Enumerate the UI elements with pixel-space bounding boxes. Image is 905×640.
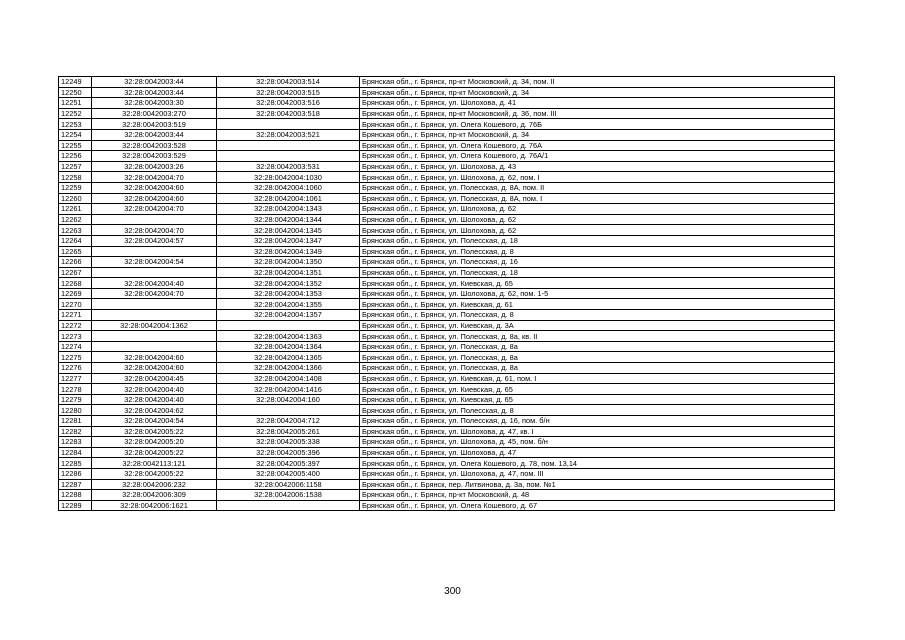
object-cadastral-cell: 32:28:0042003:514 xyxy=(217,77,360,88)
address-cell: Брянская обл., г. Брянск, ул. Полесская, д. 8а, кв. II xyxy=(360,331,835,342)
object-cadastral-cell: 32:28:0042004:1344 xyxy=(217,214,360,225)
parcel-cadastral-cell: 32:28:0042004:60 xyxy=(92,352,217,363)
parcel-cadastral-cell: 32:28:0042003:44 xyxy=(92,77,217,88)
row-number-cell: 12277 xyxy=(59,373,92,384)
object-cadastral-cell: 32:28:0042004:1345 xyxy=(217,225,360,236)
row-number-cell: 12283 xyxy=(59,437,92,448)
parcel-cadastral-cell: 32:28:0042004:70 xyxy=(92,204,217,215)
table-row xyxy=(59,405,835,416)
parcel-cadastral-cell: 32:28:0042004:1362 xyxy=(92,320,217,331)
object-cadastral-cell: 32:28:0042004:712 xyxy=(217,416,360,427)
table-row xyxy=(59,447,835,458)
parcel-cadastral-cell: 32:28:0042003:528 xyxy=(92,140,217,151)
address-cell: Брянская обл., г. Брянск, ул. Полесская, д. 18 xyxy=(360,267,835,278)
row-number-cell: 12273 xyxy=(59,331,92,342)
row-number-cell: 12281 xyxy=(59,416,92,427)
table-row xyxy=(59,299,835,310)
object-cadastral-cell: 32:28:0042004:1352 xyxy=(217,278,360,289)
row-number-cell: 12287 xyxy=(59,479,92,490)
address-cell: Брянская обл., г. Брянск, ул. Полесская, д. 8а xyxy=(360,352,835,363)
address-cell: Брянская обл., г. Брянск, ул. Полесская, д. 8А, пом. I xyxy=(360,193,835,204)
object-cadastral-cell: 32:28:0042003:518 xyxy=(217,108,360,119)
object-cadastral-cell: 32:28:0042005:400 xyxy=(217,468,360,479)
table-row xyxy=(59,98,835,109)
row-number-cell: 12282 xyxy=(59,426,92,437)
object-cadastral-cell: 32:28:0042005:397 xyxy=(217,458,360,469)
object-cadastral-cell: 32:28:0042004:1061 xyxy=(217,193,360,204)
address-cell: Брянская обл., г. Брянск, ул. Шолохова, д. 41 xyxy=(360,98,835,109)
address-cell: Брянская обл., г. Брянск, ул. Киевская, д. 61 xyxy=(360,299,835,310)
parcel-cadastral-cell xyxy=(92,310,217,321)
object-cadastral-cell xyxy=(217,500,360,511)
table-row xyxy=(59,394,835,405)
table-row xyxy=(59,193,835,204)
row-number-cell: 12269 xyxy=(59,288,92,299)
parcel-cadastral-cell: 32:28:0042004:54 xyxy=(92,257,217,268)
object-cadastral-cell: 32:28:0042003:515 xyxy=(217,87,360,98)
table-row xyxy=(59,182,835,193)
row-number-cell: 12263 xyxy=(59,225,92,236)
row-number-cell: 12256 xyxy=(59,151,92,162)
row-number-cell: 12252 xyxy=(59,108,92,119)
table-row xyxy=(59,288,835,299)
parcel-cadastral-cell xyxy=(92,267,217,278)
row-number-cell: 12289 xyxy=(59,500,92,511)
object-cadastral-cell: 32:28:0042004:160 xyxy=(217,394,360,405)
object-cadastral-cell: 32:28:0042004:1416 xyxy=(217,384,360,395)
row-number-cell: 12272 xyxy=(59,320,92,331)
object-cadastral-cell: 32:28:0042006:1158 xyxy=(217,479,360,490)
address-cell: Брянская обл., г. Брянск, ул. Полесская, д. 8 xyxy=(360,405,835,416)
table-row xyxy=(59,278,835,289)
address-cell: Брянская обл., г. Брянск, ул. Полесская, д. 16 xyxy=(360,257,835,268)
parcel-cadastral-cell: 32:28:0042003:30 xyxy=(92,98,217,109)
address-cell: Брянская обл., г. Брянск, ул. Олега Кошевого, д. 78, пом. 13,14 xyxy=(360,458,835,469)
parcel-cadastral-cell: 32:28:0042003:44 xyxy=(92,129,217,140)
address-cell: Брянская обл., г. Брянск, ул. Шолохова, д. 43 xyxy=(360,161,835,172)
row-number-cell: 12255 xyxy=(59,140,92,151)
row-number-cell: 12268 xyxy=(59,278,92,289)
row-number-cell: 12275 xyxy=(59,352,92,363)
row-number-cell: 12253 xyxy=(59,119,92,130)
table-row xyxy=(59,267,835,278)
address-cell: Брянская обл., г. Брянск, ул. Полесская, д. 8 xyxy=(360,310,835,321)
parcel-cadastral-cell: 32:28:0042113:121 xyxy=(92,458,217,469)
address-cell: Брянская обл., г. Брянск, ул. Полесская, д. 8а xyxy=(360,363,835,374)
object-cadastral-cell: 32:28:0042006:1538 xyxy=(217,490,360,501)
table-row xyxy=(59,363,835,374)
address-cell: Брянская обл., г. Брянск, пр-кт Московский, д. 36, пом. III xyxy=(360,108,835,119)
row-number-cell: 12262 xyxy=(59,214,92,225)
object-cadastral-cell: 32:28:0042004:1355 xyxy=(217,299,360,310)
parcel-cadastral-cell: 32:28:0042005:20 xyxy=(92,437,217,448)
address-cell: Брянская обл., г. Брянск, ул. Олега Кошевого, д. 76А/1 xyxy=(360,151,835,162)
object-cadastral-cell: 32:28:0042004:1353 xyxy=(217,288,360,299)
address-cell: Брянская обл., г. Брянск, ул. Полесская, д. 8а xyxy=(360,341,835,352)
table-row xyxy=(59,214,835,225)
parcel-cadastral-cell: 32:28:0042005:22 xyxy=(92,447,217,458)
address-cell: Брянская обл., г. Брянск, пр-кт Московский, д. 34 xyxy=(360,129,835,140)
address-cell: Брянская обл., г. Брянск, ул. Олега Кошевого, д. 76А xyxy=(360,140,835,151)
address-cell: Брянская обл., г. Брянск, ул. Полесская, д. 16, пом. б/н xyxy=(360,416,835,427)
row-number-cell: 12270 xyxy=(59,299,92,310)
parcel-cadastral-cell: 32:28:0042004:70 xyxy=(92,172,217,183)
table-row xyxy=(59,468,835,479)
parcel-cadastral-cell: 32:28:0042003:529 xyxy=(92,151,217,162)
row-number-cell: 12259 xyxy=(59,182,92,193)
parcel-cadastral-cell: 32:28:0042004:62 xyxy=(92,405,217,416)
table-row xyxy=(59,310,835,321)
page-number: 300 xyxy=(444,586,461,597)
table-row xyxy=(59,331,835,342)
table-row xyxy=(59,77,835,88)
parcel-cadastral-cell: 32:28:0042003:519 xyxy=(92,119,217,130)
row-number-cell: 12288 xyxy=(59,490,92,501)
parcel-cadastral-cell xyxy=(92,299,217,310)
parcel-cadastral-cell: 32:28:0042005:22 xyxy=(92,468,217,479)
object-cadastral-cell: 32:28:0042004:1365 xyxy=(217,352,360,363)
row-number-cell: 12274 xyxy=(59,341,92,352)
object-cadastral-cell: 32:28:0042003:516 xyxy=(217,98,360,109)
address-cell: Брянская обл., г. Брянск, ул. Шолохова, д. 47 xyxy=(360,447,835,458)
table-row xyxy=(59,352,835,363)
object-cadastral-cell: 32:28:0042004:1364 xyxy=(217,341,360,352)
object-cadastral-cell: 32:28:0042003:521 xyxy=(217,129,360,140)
row-number-cell: 12284 xyxy=(59,447,92,458)
address-cell: Брянская обл., г. Брянск, пр-кт Московский, д. 34 xyxy=(360,87,835,98)
object-cadastral-cell xyxy=(217,140,360,151)
table-row xyxy=(59,140,835,151)
object-cadastral-cell: 32:28:0042004:1030 xyxy=(217,172,360,183)
table-row xyxy=(59,500,835,511)
parcel-cadastral-cell: 32:28:0042004:70 xyxy=(92,225,217,236)
table-row xyxy=(59,490,835,501)
parcel-cadastral-cell: 32:28:0042004:54 xyxy=(92,416,217,427)
row-number-cell: 12261 xyxy=(59,204,92,215)
row-number-cell: 12250 xyxy=(59,87,92,98)
address-cell: Брянская обл., г. Брянск, ул. Шолохова, д. 47, кв. I xyxy=(360,426,835,437)
object-cadastral-cell: 32:28:0042004:1343 xyxy=(217,204,360,215)
parcel-cadastral-cell xyxy=(92,341,217,352)
object-cadastral-cell: 32:28:0042004:1060 xyxy=(217,182,360,193)
row-number-cell: 12260 xyxy=(59,193,92,204)
address-cell: Брянская обл., г. Брянск, ул. Олега Кошевого, д. 76Б xyxy=(360,119,835,130)
registry-table xyxy=(58,76,835,511)
address-cell: Брянская обл., г. Брянск, ул. Полесская, д. 18 xyxy=(360,235,835,246)
row-number-cell: 12285 xyxy=(59,458,92,469)
table-row xyxy=(59,225,835,236)
address-cell: Брянская обл., г. Брянск, ул. Киевская, д. 3А xyxy=(360,320,835,331)
parcel-cadastral-cell: 32:28:0042003:44 xyxy=(92,87,217,98)
parcel-cadastral-cell: 32:28:0042004:60 xyxy=(92,182,217,193)
row-number-cell: 12265 xyxy=(59,246,92,257)
row-number-cell: 12266 xyxy=(59,257,92,268)
object-cadastral-cell: 32:28:0042004:1366 xyxy=(217,363,360,374)
table-row xyxy=(59,373,835,384)
table-row xyxy=(59,235,835,246)
row-number-cell: 12257 xyxy=(59,161,92,172)
address-cell: Брянская обл., г. Брянск, ул. Киевская, д. 65 xyxy=(360,278,835,289)
parcel-cadastral-cell: 32:28:0042004:40 xyxy=(92,278,217,289)
parcel-cadastral-cell xyxy=(92,246,217,257)
parcel-cadastral-cell: 32:28:0042004:60 xyxy=(92,193,217,204)
row-number-cell: 12286 xyxy=(59,468,92,479)
parcel-cadastral-cell: 32:28:0042006:1621 xyxy=(92,500,217,511)
address-cell: Брянская обл., г. Брянск, ул. Олега Кошевого, д. 67 xyxy=(360,500,835,511)
address-cell: Брянская обл., г. Брянск, ул. Киевская, д. 61, пом. I xyxy=(360,373,835,384)
table-row xyxy=(59,151,835,162)
address-cell: Брянская обл., г. Брянск, ул. Шолохова, д. 45, пом. б/н xyxy=(360,437,835,448)
row-number-cell: 12280 xyxy=(59,405,92,416)
row-number-cell: 12278 xyxy=(59,384,92,395)
object-cadastral-cell: 32:28:0042005:261 xyxy=(217,426,360,437)
address-cell: Брянская обл., г. Брянск, пр-кт Московский, д. 34, пом. II xyxy=(360,77,835,88)
address-cell: Брянская обл., г. Брянск, ул. Киевская, д. 65 xyxy=(360,394,835,405)
parcel-cadastral-cell: 32:28:0042004:57 xyxy=(92,235,217,246)
table-row xyxy=(59,161,835,172)
address-cell: Брянская обл., г. Брянск, пер. Литвинова, д. 3а, пом. №1 xyxy=(360,479,835,490)
parcel-cadastral-cell: 32:28:0042004:45 xyxy=(92,373,217,384)
object-cadastral-cell xyxy=(217,405,360,416)
row-number-cell: 12271 xyxy=(59,310,92,321)
address-cell: Брянская обл., г. Брянск, ул. Шолохова, д. 62, пом. I xyxy=(360,172,835,183)
address-cell: Брянская обл., г. Брянск, ул. Шолохова, д. 62 xyxy=(360,225,835,236)
table-row xyxy=(59,426,835,437)
address-cell: Брянская обл., г. Брянск, пр-кт Московский, д. 48 xyxy=(360,490,835,501)
table-row xyxy=(59,320,835,331)
table-row xyxy=(59,246,835,257)
address-cell: Брянская обл., г. Брянск, ул. Шолохова, д. 62, пом. 1-5 xyxy=(360,288,835,299)
parcel-cadastral-cell: 32:28:0042003:26 xyxy=(92,161,217,172)
row-number-cell: 12279 xyxy=(59,394,92,405)
object-cadastral-cell xyxy=(217,320,360,331)
table-row xyxy=(59,108,835,119)
parcel-cadastral-cell: 32:28:0042005:22 xyxy=(92,426,217,437)
row-number-cell: 12267 xyxy=(59,267,92,278)
table-row xyxy=(59,437,835,448)
table-row xyxy=(59,204,835,215)
object-cadastral-cell: 32:28:0042004:1357 xyxy=(217,310,360,321)
object-cadastral-cell xyxy=(217,151,360,162)
parcel-cadastral-cell xyxy=(92,214,217,225)
row-number-cell: 12264 xyxy=(59,235,92,246)
table-row xyxy=(59,416,835,427)
parcel-cadastral-cell: 32:28:0042006:232 xyxy=(92,479,217,490)
registry-table-body xyxy=(59,77,835,511)
parcel-cadastral-cell: 32:28:0042004:60 xyxy=(92,363,217,374)
address-cell: Брянская обл., г. Брянск, ул. Шолохова, д. 62 xyxy=(360,214,835,225)
table-row xyxy=(59,479,835,490)
table-row xyxy=(59,341,835,352)
table-row xyxy=(59,257,835,268)
table-row xyxy=(59,129,835,140)
row-number-cell: 12251 xyxy=(59,98,92,109)
row-number-cell: 12249 xyxy=(59,77,92,88)
row-number-cell: 12258 xyxy=(59,172,92,183)
parcel-cadastral-cell: 32:28:0042004:70 xyxy=(92,288,217,299)
object-cadastral-cell: 32:28:0042003:531 xyxy=(217,161,360,172)
parcel-cadastral-cell: 32:28:0042004:40 xyxy=(92,384,217,395)
address-cell: Брянская обл., г. Брянск, ул. Шолохова, д. 62 xyxy=(360,204,835,215)
row-number-cell: 12276 xyxy=(59,363,92,374)
table-row xyxy=(59,119,835,130)
object-cadastral-cell xyxy=(217,119,360,130)
table-row xyxy=(59,87,835,98)
object-cadastral-cell: 32:28:0042004:1408 xyxy=(217,373,360,384)
table-row xyxy=(59,384,835,395)
table-row xyxy=(59,458,835,469)
object-cadastral-cell: 32:28:0042004:1351 xyxy=(217,267,360,278)
object-cadastral-cell: 32:28:0042004:1349 xyxy=(217,246,360,257)
row-number-cell: 12254 xyxy=(59,129,92,140)
object-cadastral-cell: 32:28:0042005:338 xyxy=(217,437,360,448)
object-cadastral-cell: 32:28:0042004:1347 xyxy=(217,235,360,246)
address-cell: Брянская обл., г. Брянск, ул. Полесская, д. 8А, пом. II xyxy=(360,182,835,193)
address-cell: Брянская обл., г. Брянск, ул. Полесская, д. 8 xyxy=(360,246,835,257)
parcel-cadastral-cell: 32:28:0042006:309 xyxy=(92,490,217,501)
object-cadastral-cell: 32:28:0042005:396 xyxy=(217,447,360,458)
address-cell: Брянская обл., г. Брянск, ул. Шолохова, д. 47, пом. III xyxy=(360,468,835,479)
table-row xyxy=(59,172,835,183)
parcel-cadastral-cell xyxy=(92,331,217,342)
parcel-cadastral-cell: 32:28:0042003:270 xyxy=(92,108,217,119)
object-cadastral-cell: 32:28:0042004:1363 xyxy=(217,331,360,342)
parcel-cadastral-cell: 32:28:0042004:40 xyxy=(92,394,217,405)
object-cadastral-cell: 32:28:0042004:1350 xyxy=(217,257,360,268)
address-cell: Брянская обл., г. Брянск, ул. Киевская, д. 65 xyxy=(360,384,835,395)
